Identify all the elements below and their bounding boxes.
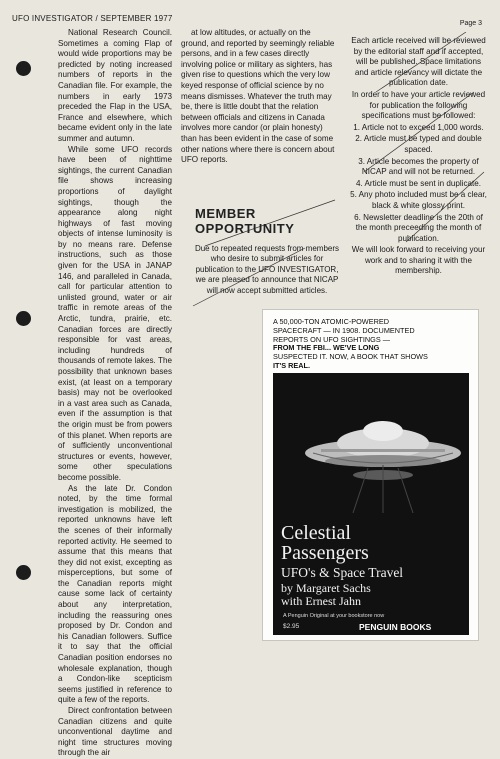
ad-copy: A 50,000-TON ATOMIC-POWERED SPACECRAFT — IN 1908. DOCUMENTED REPORTS ON UFO SIGHTINGS — FROM THE FBI... WE'VE LONG SUSPECTED IT. NOW, A BOOK THAT SHOWS IT'S REAL. [273,318,471,371]
column-middle [181,28,336,166]
spec-item: 6. Newsletter deadline is the 20th of the month preceeding the month of publication. [354,212,483,243]
paragraph: As the late Dr. Condon noted, by the time formal investigation is mobilized, the reported unknowns have left the scenes of their informally reported activity. He seemed to assume that this means that they did not exist, excepting as misperceptions, but some of the Canadian reports might cause some lack of certainty about any interpretation, including the reassuring ones proposed by Dr. Condon and his Canadian followers. Suffice it to say that the official Canadian position endorses no wholesale explanation, though a Condon-like scepticism seems justified in reference to quite a few of the reports. [58,483,172,705]
book-author: by Margaret Sachs [281,581,371,595]
ad-line-emphasis: SPACECRAFT — IN 1908. DOCUMENTED [273,325,415,335]
spec-item: 2. Article must be typed and double spaced. [355,134,482,154]
paragraph: Direct confrontation between Canadian citizens and quite unconventional daytime and night time structures moving through the air [58,706,172,758]
punch-hole [16,61,31,76]
paragraph: Each article received will be reviewed by the editorial staff and if accepted, will be published. Space limitations and article relevancy will dictate the publication date. [351,36,486,88]
spec-item: 4. Article must be sent in duplicate. [355,178,482,188]
paragraph: We will look forward to receiving your work and to sharing it with the membership. [351,245,486,276]
page-number: Page 3 [459,20,482,27]
punch-hole [16,311,31,326]
spec-item: 5. Any photo included must be a clear, black & white glossy print. [350,190,487,210]
book-advertisement [262,309,479,641]
column-left [58,28,172,759]
paragraph: at low altitudes, or actually on the ground, and reported by seemingly reliable persons, and in a few cases directly involving police or military as sighters, has given rise to questions which the very low keyed response of official science by no means dismisses. Whatever the truth may be, there is little doubt that the relation between officials and citizens in Canada involves more candor (or plain honesty) than has been evident in the case of some other nations where there is concern about UFO reports. [181,28,335,165]
spec-item: 3. Article becomes the property of NICAP and will not be returned. [358,156,479,177]
punch-hole [16,565,31,580]
book-cover [273,373,469,635]
paragraph: While some UFO records have been of nighttime sightings, the current Canadian file shows increasing proportions of daylight sightings, though the appearance along night highways of fast moving objects of intense luminosity is by no means rare. Defense instructions, such as those given for the USA in JANAP 146, and paralleled in Canada, call for particular attention to unlisted ground, water or air traffic in remote areas of the Arctic, tundra, prairie, etc. Canadian forces are directly responsible for vast areas, including hundreds of thousands of remote lakes. The possibility that unknown bases exist, (at least on a temporary basis) may not be overlooked in a vast area such as Canada, even if the assumption is that the origin must be from powers of this planet. When reports are of sufficiently unconventional structures or events, however, some other speculations become possible. [58,144,172,482]
book-tagline: A Penguin Original at your bookstore now [283,613,385,619]
book-price: $2.95 [283,623,300,630]
book-title: Celestial Passengers [281,522,369,564]
book-coauthor: with Ernest Jahn [281,594,361,608]
book-publisher: PENGUIN BOOKS [359,622,432,632]
spec-item: 1. Article not to exceed 1,000 words. [353,122,484,132]
pencil-strike-lines [346,32,488,246]
member-opportunity-heading: MEMBER OPPORTUNITY [195,206,295,236]
paragraph: In order to have your article reviewed for publication the following specifications must be followed: [351,89,486,121]
paragraph: National Research Council. Sometimes a coming Flap of would wide proportions may be predicted by noting increased numbers of reports in the Canadian file. For example, the numbers in early 1973 preceded the Flap in the USA, France and elsewhere, which became evident only in the late summer and autumn. [58,28,172,143]
publication-header: UFO INVESTIGATOR / SEPTEMBER 1977 [12,14,173,23]
member-opportunity-text: Due to repeated requests from members who desire to submit articles for publication to the UFO INVESTIGATOR, we are pleased to announce that NICAP will now accept submitted articles. [194,244,340,295]
book-subtitle: UFO's & Space Travel [281,565,404,580]
